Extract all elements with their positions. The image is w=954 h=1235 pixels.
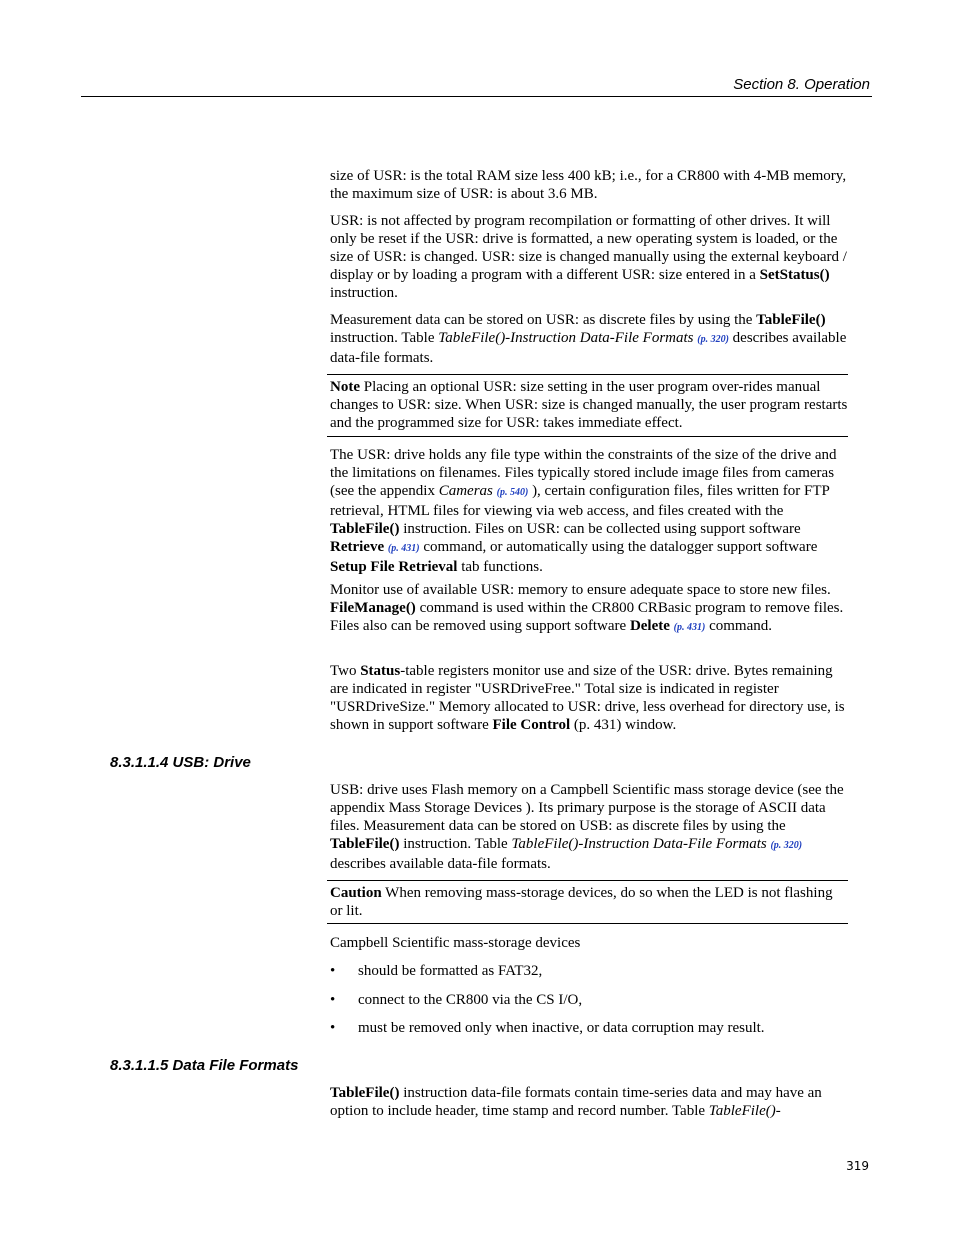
paragraph-usr-size xyxy=(330,167,850,203)
usb-requirements-list xyxy=(330,962,850,1037)
text-run: Monitor use of available USR: memory to ensure adequate space to store new files. xyxy=(330,582,831,598)
caution-box xyxy=(327,880,848,924)
bullet-icon: • xyxy=(330,963,336,979)
paragraph-usr-measurement xyxy=(330,311,850,367)
section-heading-data-file-formats: 8.3.1.1.5 Data File Formats xyxy=(110,1057,299,1074)
header-rule xyxy=(81,96,872,97)
text-run: instruction. Table xyxy=(399,836,512,852)
paragraph-usr-status xyxy=(330,662,850,734)
instruction-name: SetStatus() xyxy=(759,267,830,283)
paragraph-text: Campbell Scientific mass-storage devices xyxy=(330,935,581,951)
instruction-name: TableFile() xyxy=(330,836,400,852)
text-run: command is used within the CR800 CRBasic program to remove files. Files also can be removed using support software xyxy=(330,600,844,634)
note-text: Placing an optional USR: size setting in the user program over-rides manual changes to USR: size. When USR: size is changed manually, the user program restarts and the programmed size for USR: takes immediate effect. xyxy=(330,379,848,431)
caution-text: When removing mass-storage devices, do so when the LED is not flashing or lit. xyxy=(330,885,833,919)
instruction-name: TableFile() xyxy=(330,1085,400,1101)
paragraph-text: size of USR: is the total RAM size less 400 kB; i.e., for a CR800 with 4-MB memory, the maximum size of USR: is about 3.6 MB. xyxy=(330,168,847,202)
text-run: Measurement data can be stored on USR: as discrete files by using the xyxy=(330,312,757,328)
command-name: Delete xyxy=(629,618,670,634)
paragraph-usr-reset xyxy=(330,212,850,302)
table-name: Status xyxy=(360,663,401,679)
page-reference-link[interactable]: (p. 320) xyxy=(770,840,803,851)
text-run: instruction. Table xyxy=(330,330,439,346)
list-item xyxy=(330,991,850,1009)
instruction-name: TableFile() xyxy=(756,312,826,328)
software-feature-name: File Control xyxy=(492,717,571,733)
text-run: (p. 431) window. xyxy=(570,717,677,733)
page-number: 319 xyxy=(846,1159,869,1173)
paragraph-usr-filetypes xyxy=(330,446,850,576)
caution-label: Caution xyxy=(330,885,382,901)
page-reference-link[interactable]: (p. 431) xyxy=(673,622,706,633)
running-header: Section 8. Operation xyxy=(733,76,870,93)
text-run: The USR: drive holds any file type within the constraints of the size of the drive and the limitations on filenames. Files typically stored include image files from cameras (see the appendix xyxy=(330,447,837,499)
paragraph-usb-intro xyxy=(330,781,850,873)
text-run: ), certain configuration files, files written for FTP retrieval, HTML files for viewing via web access, and files created with the xyxy=(330,483,830,519)
text-run: USR: is not affected by program recompilation or formatting of other drives. It will only be reset if the USR: drive is formatted, a new operating system is loaded, or the size of USR: is changed. USR: size is changed manually using the external keyboard / display or by loading a program with a different USR: size entered in a xyxy=(330,213,847,283)
text-run: instruction. xyxy=(330,285,398,301)
text-run: command. xyxy=(705,618,772,634)
page-reference-link[interactable]: (p. 540) xyxy=(496,487,529,498)
paragraph-usb-devices-intro xyxy=(330,934,850,952)
page-reference-link[interactable]: (p. 320) xyxy=(697,334,729,345)
appendix-title: Cameras xyxy=(438,483,493,499)
page-reference-link[interactable]: (p. 431) xyxy=(387,543,420,554)
text-run: command, or automatically using the datalogger support software xyxy=(419,539,818,555)
section-heading-usb-drive: 8.3.1.1.4 USB: Drive xyxy=(110,754,251,771)
text-run: USB: drive uses Flash memory on a Campbell Scientific mass storage device (see the appendix Mass Storage Devices ). Its primary purpose is the storage of ASCII data files. Measurement data can be stored on USB: as discrete files by using the xyxy=(330,782,844,834)
text-run: describes available data-file formats. xyxy=(330,856,551,872)
table-title: TableFile()-Instruction Data-File Formats xyxy=(511,836,767,852)
instruction-name: FileManage() xyxy=(330,600,416,616)
list-item xyxy=(330,1019,850,1037)
bullet-icon: • xyxy=(330,992,336,1008)
command-name: Retrieve xyxy=(330,539,385,555)
list-item-text: should be formatted as FAT32, xyxy=(358,963,543,979)
text-run: instruction data-file formats contain time-series data and may have an option to include header, time stamp and record number. Table xyxy=(330,1085,822,1119)
table-title: TableFile()-Instruction Data-File Formats xyxy=(438,330,694,346)
text-run: Two xyxy=(330,663,361,679)
paragraph-data-file-formats xyxy=(330,1084,850,1120)
software-feature-name: Setup File Retrieval xyxy=(330,559,458,575)
text-run: describes available data-file formats. xyxy=(330,330,847,366)
list-item-text: connect to the CR800 via the CS I/O, xyxy=(358,992,583,1008)
text-run: -table registers monitor use and size of the USR: drive. Bytes remaining are indicated in register "USRDriveFree." Total size is indicated in register "USRDriveSize." Memory allocated to USR: drive, less overhead for directory use, is shown in support software xyxy=(330,663,845,733)
table-title: TableFile()- xyxy=(708,1103,781,1119)
text-run: instruction. Files on USR: can be collected using support software xyxy=(399,521,801,537)
list-item-text: must be removed only when inactive, or data corruption may result. xyxy=(358,1020,765,1036)
bullet-icon: • xyxy=(330,1020,336,1036)
instruction-name: TableFile() xyxy=(330,521,400,537)
note-box xyxy=(327,374,848,437)
list-item xyxy=(330,962,850,980)
paragraph-usr-monitor xyxy=(330,581,850,637)
note-label: Note xyxy=(330,379,360,395)
text-run: tab functions. xyxy=(457,559,543,575)
